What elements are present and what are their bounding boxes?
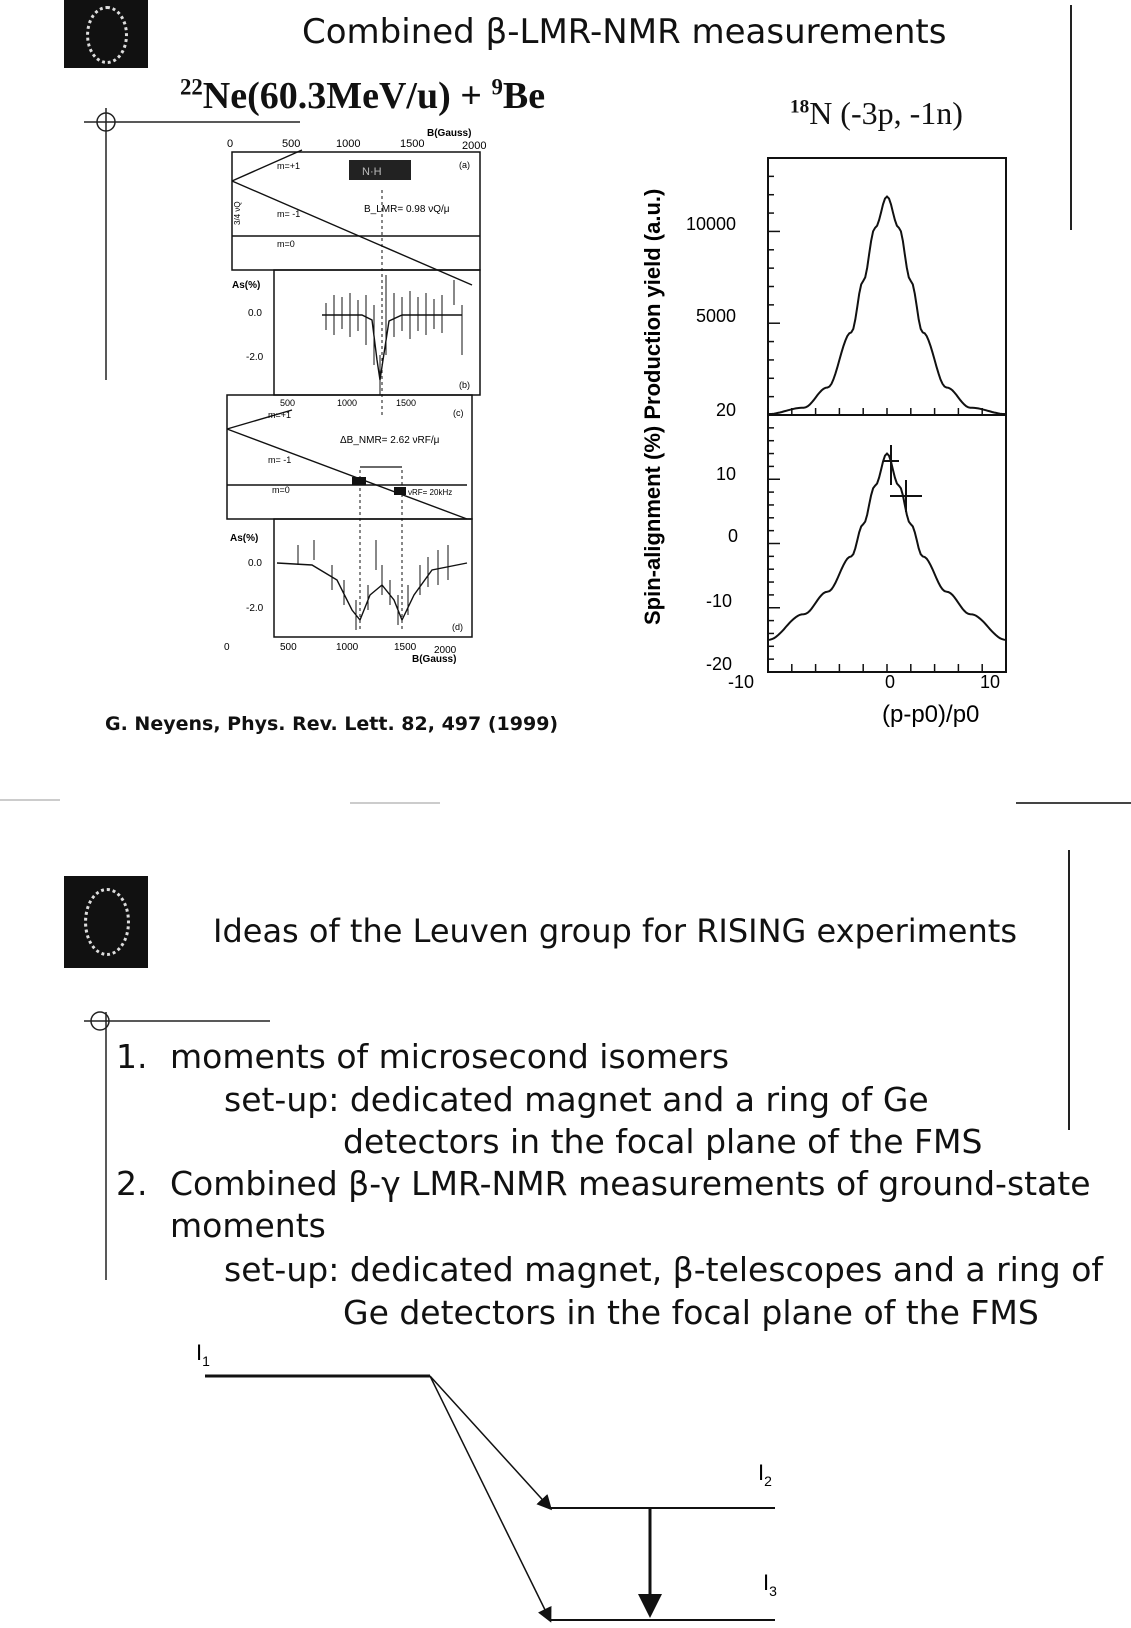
top-ytick-5000: 5000 bbox=[696, 306, 737, 326]
bottom-ytick-20: 20 bbox=[716, 400, 737, 420]
level-I3: $I_3$ bbox=[763, 1570, 777, 1599]
level-I2: $I_2$ bbox=[758, 1460, 772, 1489]
svg-text:(b): (b) bbox=[459, 380, 470, 390]
svg-text:1000: 1000 bbox=[336, 642, 359, 653]
level-I1: $I_1$ bbox=[196, 1340, 210, 1369]
svg-text:2000: 2000 bbox=[462, 140, 487, 152]
panel-c bbox=[227, 395, 472, 519]
xtick-10: 10 bbox=[980, 672, 1001, 692]
panel-a-label: (a) bbox=[459, 160, 470, 170]
panel-a-formula: B_LMR= 0.98 νQ/μ bbox=[364, 204, 450, 215]
svg-text:0.0: 0.0 bbox=[248, 308, 262, 319]
bottom-ytick-0: 0 bbox=[728, 526, 739, 546]
item2-setup1: set-up: dedicated magnet, β-telescopes and a ring of bbox=[224, 1250, 1103, 1289]
svg-text:m=0: m=0 bbox=[277, 239, 295, 249]
svg-text:500: 500 bbox=[280, 398, 296, 408]
y-axis-label: Spin-alignment (%) Production yield (a.u.) bbox=[640, 188, 665, 625]
x-axis-label: (p-p0)/p0 bbox=[882, 701, 980, 728]
svg-text:ΔB_NMR= 2.62 νRF/μ: ΔB_NMR= 2.62 νRF/μ bbox=[340, 435, 440, 446]
svg-text:As(%): As(%) bbox=[230, 533, 259, 544]
item2-number: 2. bbox=[116, 1164, 148, 1203]
spin-alignment-curve bbox=[768, 454, 1006, 640]
citation: G. Neyens, Phys. Rev. Lett. 82, 497 (1999) bbox=[105, 713, 559, 735]
item2-text1: Combined β-γ LMR-NMR measurements of ground-state bbox=[170, 1164, 1091, 1203]
bottom-ytick-m10: -10 bbox=[706, 591, 733, 611]
svg-text:1500: 1500 bbox=[400, 138, 425, 150]
panel-b-curve bbox=[322, 315, 462, 380]
yield-curve bbox=[768, 197, 1006, 415]
item2-setup2: Ge detectors in the focal plane of the FMS bbox=[343, 1293, 1039, 1332]
svg-text:0: 0 bbox=[224, 642, 230, 653]
svg-text:500: 500 bbox=[280, 642, 297, 653]
svg-text:(d): (d) bbox=[452, 622, 463, 632]
svg-text:500: 500 bbox=[282, 138, 301, 150]
svg-text:-2.0: -2.0 bbox=[246, 352, 264, 363]
svg-text:(c): (c) bbox=[453, 408, 464, 418]
item2-text2: moments bbox=[170, 1206, 326, 1245]
svg-text:m= -1: m= -1 bbox=[268, 455, 292, 465]
panel-a-highlight: N·H bbox=[362, 166, 382, 178]
svg-text:2000: 2000 bbox=[434, 645, 457, 656]
svg-text:m=+1: m=+1 bbox=[268, 410, 292, 420]
panel-a-side: 3/4 νQ bbox=[233, 201, 242, 225]
bottom-ytick-m20: -20 bbox=[706, 654, 733, 674]
svg-text:-2.0: -2.0 bbox=[246, 603, 264, 614]
top-ticks bbox=[227, 138, 486, 152]
production-yield-chart bbox=[640, 140, 1050, 760]
item1-number: 1. bbox=[116, 1037, 148, 1076]
svg-text:0: 0 bbox=[227, 138, 234, 150]
level-scheme bbox=[0, 1330, 1131, 1628]
slide1-title: Combined β-LMR-NMR measurements bbox=[302, 12, 947, 52]
panel-d bbox=[274, 519, 472, 637]
xtick-m10: -10 bbox=[728, 672, 755, 692]
svg-text:1000: 1000 bbox=[336, 138, 361, 150]
item1-text: moments of microsecond isomers bbox=[170, 1037, 730, 1076]
bottom-ytick-10: 10 bbox=[716, 464, 737, 484]
slide2-title: Ideas of the Leuven group for RISING experiments bbox=[213, 912, 1017, 950]
nucleus-label: $^{18}$N (-3p, -1n) bbox=[790, 95, 963, 131]
xtick-0: 0 bbox=[885, 672, 896, 692]
panel-b-errorbars bbox=[326, 275, 462, 395]
reaction-label: $^{22}$Ne(60.3MeV/u) + $^9$Be bbox=[180, 74, 546, 117]
svg-text:1500: 1500 bbox=[394, 642, 417, 653]
item1-setup1: set-up: dedicated magnet and a ring of Ge bbox=[224, 1080, 929, 1119]
svg-text:m=+1: m=+1 bbox=[277, 161, 301, 171]
item1-setup2: detectors in the focal plane of the FMS bbox=[343, 1122, 983, 1161]
svg-text:1500: 1500 bbox=[396, 398, 417, 408]
svg-text:1000: 1000 bbox=[337, 398, 358, 408]
svg-text:νRF= 20kHz: νRF= 20kHz bbox=[408, 488, 453, 497]
panel-b bbox=[274, 270, 480, 395]
lmr-nmr-figure bbox=[222, 125, 512, 695]
top-axis-title: B(Gauss) bbox=[427, 128, 472, 139]
svg-text:m=0: m=0 bbox=[272, 485, 290, 495]
svg-text:m= -1: m= -1 bbox=[277, 209, 301, 219]
svg-text:As(%): As(%) bbox=[232, 280, 261, 291]
svg-text:B(Gauss): B(Gauss) bbox=[412, 654, 457, 665]
panel-d-errorbars bbox=[298, 540, 448, 630]
svg-text:0.0: 0.0 bbox=[248, 558, 262, 569]
top-ytick-10000: 10000 bbox=[686, 214, 737, 234]
